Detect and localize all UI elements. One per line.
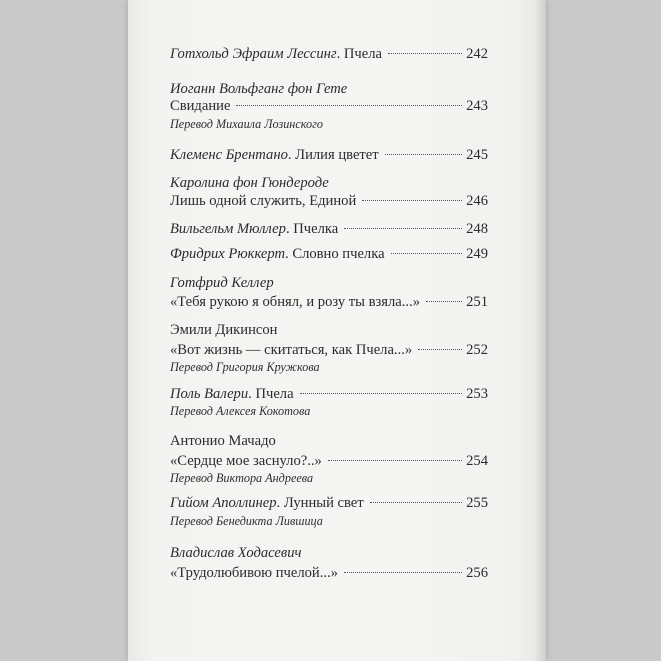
- page-edge-shadow: [534, 0, 546, 661]
- dot-leader: [391, 253, 463, 254]
- toc-author-line: [170, 173, 488, 193]
- toc-author-line: [170, 320, 488, 340]
- toc-author-line: [170, 431, 488, 451]
- dot-leader: [236, 105, 462, 106]
- entry-translator: Перевод Алексея Кокотова: [170, 404, 311, 418]
- page-number: 254: [466, 453, 488, 469]
- page-number: 253: [466, 386, 488, 402]
- page-number: 242: [466, 46, 488, 62]
- entry-translator: Перевод Виктора Андреева: [170, 471, 314, 485]
- toc-entry: [170, 292, 488, 312]
- entry-author: Иоганн Вольфганг фон Гете: [170, 81, 348, 97]
- page-number: 249: [466, 246, 488, 262]
- entry-author: Готфрид Келлер: [170, 275, 274, 291]
- author-title-separator: .: [285, 246, 293, 262]
- author-title-separator: .: [248, 386, 256, 402]
- dot-leader: [426, 301, 462, 302]
- toc-author-line: [170, 543, 488, 563]
- dot-leader: [385, 154, 462, 155]
- dot-leader: [344, 572, 462, 573]
- toc-entry: [170, 191, 488, 211]
- toc-entry: [170, 493, 488, 513]
- entry-author: Клеменс Брентано: [170, 147, 288, 163]
- dot-leader: [388, 53, 462, 54]
- entry-author: Антонио Мачадо: [170, 433, 276, 449]
- toc-entry: [170, 44, 488, 64]
- entry-author: Гийом Аполлинер: [170, 495, 277, 511]
- entry-author: Каролина фон Гюндероде: [170, 175, 329, 191]
- toc-entry: [170, 563, 488, 583]
- author-title-separator: .: [276, 495, 284, 511]
- page-number: 248: [466, 221, 488, 237]
- entry-title: Словно пчелка: [292, 246, 385, 262]
- entry-title: «Трудолюбивою пчелой...»: [170, 565, 338, 581]
- entry-author: Готхольд Эфраим Лессинг: [170, 46, 337, 62]
- toc-entry: [170, 384, 488, 404]
- page-number: 255: [466, 495, 488, 511]
- toc-entry: [170, 219, 488, 239]
- entry-title: Пчелка: [293, 221, 339, 237]
- page-number: 251: [466, 294, 488, 310]
- page-number: 243: [466, 98, 488, 114]
- dot-leader: [370, 502, 462, 503]
- entry-author: Эмили Дикинсон: [170, 322, 278, 338]
- page-number: 245: [466, 147, 488, 163]
- toc-author-line: [170, 273, 488, 293]
- entry-title: Лишь одной служить, Единой: [170, 193, 357, 209]
- entry-title: Свидание: [170, 98, 231, 114]
- dot-leader: [328, 460, 462, 461]
- entry-title: Пчела: [255, 386, 294, 402]
- toc-entry: [170, 145, 488, 165]
- toc-entry: [170, 96, 488, 116]
- entry-translator: Перевод Михаила Лозинского: [170, 117, 323, 131]
- dot-leader: [362, 200, 462, 201]
- entry-translator: Перевод Бенедикта Лившица: [170, 514, 323, 528]
- entry-title: «Вот жизнь — скитаться, как Пчела...»: [170, 342, 413, 358]
- entry-title: Лилия цветет: [295, 147, 379, 163]
- entry-author: Фридрих Рюккерт: [170, 246, 286, 262]
- author-title-separator: .: [285, 221, 294, 237]
- author-title-separator: .: [287, 147, 296, 163]
- entry-title: «Тебя рукою я обнял, и розу ты взяла...»: [170, 294, 420, 310]
- toc-entry: [170, 451, 488, 471]
- dot-leader: [344, 228, 462, 229]
- entry-author: Владислав Ходасевич: [170, 545, 302, 561]
- entry-author: Поль Валери: [170, 386, 249, 402]
- entry-title: Лунный свет: [283, 495, 364, 511]
- entry-title: «Сердце мое заснуло?..»: [170, 453, 322, 469]
- dot-leader: [300, 393, 463, 394]
- entry-title: Пчела: [343, 46, 383, 62]
- page-number: 246: [466, 193, 488, 209]
- toc-entry: [170, 340, 488, 360]
- page-number: 256: [466, 565, 488, 581]
- author-title-separator: .: [336, 46, 344, 62]
- toc-entry: [170, 244, 488, 264]
- page-number: 252: [466, 342, 488, 358]
- entry-author: Вильгельм Мюллер: [170, 221, 286, 237]
- entry-translator: Перевод Григория Кружкова: [170, 360, 320, 374]
- dot-leader: [418, 349, 462, 350]
